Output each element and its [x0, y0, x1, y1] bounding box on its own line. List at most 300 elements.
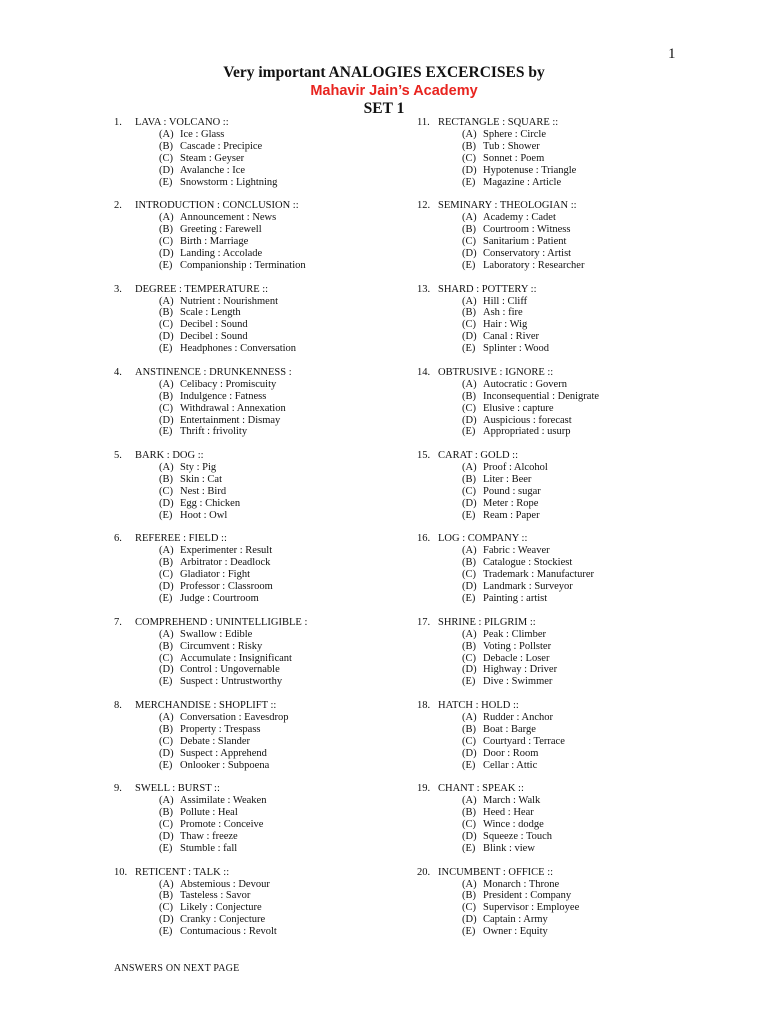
option-text: Tub : Shower: [483, 140, 540, 152]
question-header: [417, 783, 707, 795]
option-text: Scale : Length: [180, 307, 241, 319]
option-letter: (B): [159, 807, 173, 819]
option-text: Catalogue : Stockiest: [483, 557, 573, 569]
option-letter: (E): [159, 176, 173, 188]
option-letter: (E): [159, 509, 173, 521]
answer-option: [114, 129, 404, 141]
option-letter: (D): [159, 831, 174, 842]
option-text: Pollute : Heal: [180, 807, 238, 819]
option-text: Appropriated : usurp: [483, 426, 571, 438]
option-letter: (A): [159, 378, 174, 390]
question-number: 2.: [114, 200, 122, 212]
option-text: Autocratic : Govern: [483, 378, 567, 390]
question-number: 9.: [114, 783, 122, 795]
answer-option: [114, 248, 404, 260]
answer-option: [114, 569, 404, 581]
option-letter: (D): [159, 164, 174, 176]
option-letter: (D): [462, 414, 477, 426]
option-text: Greeting : Farewell: [180, 224, 262, 236]
answer-option: [114, 426, 404, 438]
option-letter: (D): [462, 747, 477, 759]
option-text: Ice : Glass: [180, 128, 225, 140]
question-header: [114, 284, 404, 296]
option-text: Dive : Swimmer: [483, 676, 553, 688]
question-number: 1.: [114, 117, 122, 128]
answer-option: [114, 926, 404, 938]
question-header: [417, 367, 707, 379]
option-letter: (A): [462, 795, 477, 807]
option-letter: (A): [462, 628, 477, 640]
option-letter: (D): [159, 747, 174, 759]
option-letter: (D): [159, 247, 174, 259]
question-header: [114, 367, 404, 379]
answer-option: [114, 165, 404, 177]
question-number: 3.: [114, 283, 122, 295]
option-text: Magazine : Article: [483, 176, 562, 188]
option-letter: (A): [462, 545, 477, 557]
answer-option: [417, 319, 707, 331]
option-text: Cascade : Precipice: [180, 140, 263, 152]
option-letter: (C): [159, 819, 173, 831]
question-stem: LAVA : VOLCANO ::: [135, 117, 229, 128]
answer-option: [417, 403, 707, 415]
question-number: 17.: [417, 616, 431, 628]
question-number: 8.: [114, 700, 122, 712]
question-number: 5.: [114, 450, 122, 462]
option-text: Egg : Chicken: [180, 497, 241, 509]
answer-option: [114, 593, 404, 605]
question-number: 18.: [417, 700, 431, 712]
answer-option: [417, 676, 707, 688]
option-text: Arbitrator : Deadlock: [180, 557, 271, 569]
option-letter: (E): [462, 676, 476, 688]
option-text: Inconsequential : Denigrate: [483, 390, 600, 402]
option-letter: (D): [462, 831, 477, 842]
answer-option: [417, 307, 707, 319]
option-text: Assimilate : Weaken: [180, 795, 267, 807]
answer-option: [417, 331, 707, 343]
option-text: Suspect : Apprehend: [180, 747, 267, 759]
answer-option: [114, 712, 404, 724]
answer-option: [417, 129, 707, 141]
option-text: Supervisor : Employee: [483, 902, 580, 914]
question: [114, 867, 404, 950]
answer-option: [417, 415, 707, 427]
answer-option: [417, 890, 707, 902]
option-text: Control : Ungovernable: [180, 664, 280, 676]
answer-option: [114, 474, 404, 486]
option-letter: (B): [462, 307, 476, 319]
answer-option: [417, 391, 707, 403]
option-text: Contumacious : Revolt: [180, 926, 277, 938]
answer-option: [114, 653, 404, 665]
option-text: Experimenter : Result: [180, 545, 273, 557]
answer-option: [417, 569, 707, 581]
question-stem: DEGREE : TEMPERATURE ::: [135, 283, 269, 295]
answer-option: [114, 343, 404, 355]
option-text: Ash : fire: [483, 307, 523, 319]
academy-name: Mahavir Jain’s Academy: [310, 83, 478, 99]
answer-option: [114, 819, 404, 831]
option-letter: (E): [462, 842, 476, 854]
option-text: Circumvent : Risky: [180, 640, 263, 652]
option-letter: (D): [462, 247, 477, 259]
option-letter: (C): [462, 735, 476, 747]
question-stem: OBTRUSIVE : IGNORE ::: [438, 366, 554, 378]
option-text: Decibel : Sound: [180, 331, 248, 343]
option-text: Conservatory : Artist: [483, 247, 572, 259]
answer-option: [417, 902, 707, 914]
option-text: Courtroom : Witness: [483, 224, 571, 236]
option-letter: (B): [159, 890, 173, 902]
option-letter: (A): [159, 878, 174, 890]
option-letter: (B): [462, 723, 476, 735]
option-text: Heed : Hear: [483, 807, 534, 819]
questions-left-column: [114, 117, 404, 950]
option-letter: (C): [159, 236, 173, 248]
answer-option: [114, 807, 404, 819]
option-letter: (C): [159, 902, 173, 914]
set-label: SET 1: [363, 100, 405, 117]
option-text: Peak : Climber: [483, 628, 546, 640]
answer-option: [114, 391, 404, 403]
question-stem: ANSTINENCE : DRUNKENNESS :: [135, 366, 292, 378]
question-header: [417, 284, 707, 296]
question-number: 16.: [417, 533, 431, 545]
option-letter: (C): [462, 652, 476, 664]
option-letter: (C): [462, 569, 476, 581]
answer-option: [417, 474, 707, 486]
option-text: Steam : Geyser: [180, 152, 245, 164]
question-stem: REFEREE : FIELD ::: [135, 533, 227, 545]
option-text: Accumulate : Insignificant: [180, 652, 292, 664]
option-letter: (C): [159, 569, 173, 581]
option-text: Proof : Alcohol: [483, 462, 548, 474]
question-header: [114, 450, 404, 462]
option-text: Cranky : Conjecture: [180, 914, 266, 926]
option-letter: (D): [462, 664, 477, 676]
answer-option: [417, 926, 707, 938]
answer-option: [114, 153, 404, 165]
question: [114, 533, 404, 616]
option-letter: (A): [462, 378, 477, 390]
option-text: Trademark : Manufacturer: [483, 569, 594, 581]
option-text: Indulgence : Fatness: [180, 390, 267, 402]
option-text: Hoot : Owl: [180, 509, 228, 521]
option-text: Courtyard : Terrace: [483, 735, 565, 747]
option-letter: (B): [159, 723, 173, 735]
answer-option: [417, 819, 707, 831]
option-letter: (E): [159, 593, 173, 605]
option-text: Announcement : News: [180, 212, 277, 224]
option-text: Headphones : Conversation: [180, 343, 297, 355]
option-text: Hill : Cliff: [483, 295, 528, 307]
question-header: [114, 783, 404, 795]
option-letter: (B): [462, 807, 476, 819]
option-letter: (E): [159, 343, 173, 355]
option-text: Painting : artist: [483, 593, 548, 605]
option-letter: (E): [159, 676, 173, 688]
option-letter: (B): [462, 390, 476, 402]
answer-option: [417, 260, 707, 272]
question-number: 12.: [417, 200, 431, 212]
option-letter: (B): [159, 474, 173, 485]
answer-option: [417, 557, 707, 569]
option-letter: (E): [462, 926, 476, 938]
option-text: Landmark : Surveyor: [483, 581, 573, 593]
question: [417, 533, 707, 616]
option-text: Canal : River: [483, 331, 539, 343]
question: [114, 200, 404, 283]
option-text: Swallow : Edible: [180, 628, 253, 640]
answer-option: [114, 557, 404, 569]
option-text: Ream : Paper: [483, 509, 540, 521]
question-stem: CARAT : GOLD ::: [438, 450, 519, 462]
question: [114, 367, 404, 450]
option-letter: (D): [159, 331, 174, 343]
option-letter: (E): [462, 426, 476, 438]
question: [417, 450, 707, 533]
question-header: [114, 117, 404, 129]
answer-option: [417, 641, 707, 653]
answer-option: [417, 141, 707, 153]
option-letter: (B): [462, 474, 476, 485]
answer-option: [417, 498, 707, 510]
answer-option: [114, 296, 404, 308]
answer-option: [417, 712, 707, 724]
answer-option: [114, 379, 404, 391]
option-letter: (A): [462, 462, 477, 474]
option-text: Sonnet : Poem: [483, 152, 545, 164]
answer-option: [417, 236, 707, 248]
answer-option: [114, 236, 404, 248]
option-text: Conversation : Eavesdrop: [180, 711, 289, 723]
option-letter: (B): [159, 307, 173, 319]
option-letter: (C): [462, 152, 476, 164]
option-text: Suspect : Untrustworthy: [180, 676, 283, 688]
option-text: Professor : Classroom: [180, 581, 273, 593]
answer-option: [114, 462, 404, 474]
option-text: Wince : dodge: [483, 819, 544, 831]
option-text: Fabric : Weaver: [483, 545, 550, 557]
answer-option: [114, 641, 404, 653]
option-text: Withdrawal : Annexation: [180, 402, 286, 414]
question: [417, 200, 707, 283]
option-text: Voting : Pollster: [483, 640, 552, 652]
question-stem: RETICENT : TALK ::: [135, 866, 230, 878]
question-header: [114, 617, 404, 629]
option-letter: (A): [159, 628, 174, 640]
option-letter: (A): [159, 295, 174, 307]
option-letter: (A): [462, 878, 477, 890]
option-text: Nest : Bird: [180, 485, 227, 497]
option-text: Cellar : Attic: [483, 759, 538, 771]
question-stem: BARK : DOG ::: [135, 450, 204, 462]
option-text: Liter : Beer: [483, 474, 532, 485]
option-text: Abstemious : Devour: [180, 878, 270, 890]
option-letter: (D): [159, 414, 174, 426]
answer-option: [417, 462, 707, 474]
option-text: Owner : Equity: [483, 926, 548, 938]
option-text: Rudder : Anchor: [483, 711, 553, 723]
answer-option: [417, 581, 707, 593]
option-text: Avalanche : Ice: [180, 164, 246, 176]
answer-option: [417, 795, 707, 807]
answer-option: [114, 902, 404, 914]
answer-option: [114, 403, 404, 415]
answer-option: [114, 831, 404, 843]
answer-option: [114, 724, 404, 736]
option-letter: (A): [462, 711, 477, 723]
question-stem: SHARD : POTTERY ::: [438, 283, 537, 295]
question: [114, 700, 404, 783]
option-letter: (B): [462, 140, 476, 152]
option-letter: (A): [159, 462, 174, 474]
option-letter: (E): [462, 259, 476, 271]
option-text: Boat : Barge: [483, 723, 536, 735]
option-letter: (E): [462, 509, 476, 521]
option-letter: (B): [462, 890, 476, 902]
option-letter: (C): [462, 819, 476, 831]
option-text: Onlooker : Subpoena: [180, 759, 270, 771]
question-header: [417, 617, 707, 629]
option-letter: (C): [462, 402, 476, 414]
answer-option: [417, 629, 707, 641]
answer-option: [417, 748, 707, 760]
question-number: 20.: [417, 866, 431, 878]
question-number: 11.: [417, 117, 430, 128]
option-letter: (E): [159, 759, 173, 771]
answer-option: [417, 379, 707, 391]
answer-option: [417, 736, 707, 748]
question: [417, 867, 707, 950]
answer-option: [417, 664, 707, 676]
option-letter: (E): [159, 842, 173, 854]
question-header: [114, 700, 404, 712]
question: [114, 284, 404, 367]
option-text: Gladiator : Fight: [180, 569, 250, 581]
option-letter: (A): [159, 545, 174, 557]
answer-option: [114, 795, 404, 807]
option-letter: (C): [159, 652, 173, 664]
option-text: Celibacy : Promiscuity: [180, 378, 277, 390]
question-header: [417, 700, 707, 712]
option-text: Monarch : Throne: [483, 878, 560, 890]
option-text: Landing : Accolade: [180, 247, 263, 259]
option-letter: (B): [159, 390, 173, 402]
option-letter: (E): [159, 259, 173, 271]
question: [114, 617, 404, 700]
question-header: [417, 200, 707, 212]
answer-option: [417, 486, 707, 498]
answer-option: [114, 914, 404, 926]
answer-option: [114, 676, 404, 688]
question-stem: LOG : COMPANY ::: [438, 533, 528, 545]
option-text: Nutrient : Nourishment: [180, 295, 278, 307]
option-letter: (A): [462, 212, 477, 224]
answer-option: [114, 748, 404, 760]
answer-option: [417, 212, 707, 224]
answer-option: [417, 843, 707, 855]
answer-option: [417, 177, 707, 189]
question-stem: COMPREHEND : UNINTELLIGIBLE :: [135, 616, 308, 628]
page-title: Very important ANALOGIES EXCERCISES by: [223, 64, 545, 81]
option-text: Pound : sugar: [483, 485, 541, 497]
option-letter: (C): [462, 236, 476, 248]
question-number: 19.: [417, 783, 431, 795]
answer-option: [114, 843, 404, 855]
question-stem: RECTANGLE : SQUARE ::: [438, 117, 559, 128]
answer-option: [114, 486, 404, 498]
question-header: [417, 533, 707, 545]
option-text: Skin : Cat: [180, 474, 223, 485]
answer-option: [114, 224, 404, 236]
answer-option: [417, 153, 707, 165]
question-header: [114, 200, 404, 212]
option-letter: (A): [462, 128, 477, 140]
question-number: 6.: [114, 533, 122, 545]
answer-option: [114, 319, 404, 331]
option-letter: (B): [159, 557, 173, 569]
option-letter: (D): [462, 331, 477, 343]
answer-option: [417, 165, 707, 177]
option-text: Splinter : Wood: [483, 343, 550, 355]
question-header: [417, 867, 707, 879]
option-letter: (D): [159, 581, 174, 593]
question-stem: SEMINARY : THEOLOGIAN ::: [438, 200, 577, 212]
option-letter: (E): [462, 593, 476, 605]
option-letter: (C): [159, 485, 173, 497]
question-stem: SWELL : BURST ::: [135, 783, 220, 795]
option-text: Sanitarium : Patient: [483, 236, 567, 248]
answer-option: [114, 260, 404, 272]
answer-option: [114, 629, 404, 641]
option-letter: (C): [159, 735, 173, 747]
option-letter: (C): [462, 485, 476, 497]
option-letter: (D): [159, 664, 174, 676]
option-text: Hypotenuse : Triangle: [483, 164, 577, 176]
answer-option: [417, 224, 707, 236]
option-letter: (E): [159, 926, 173, 938]
answer-option: [114, 545, 404, 557]
option-letter: (B): [462, 557, 476, 569]
answer-option: [417, 760, 707, 772]
option-letter: (C): [159, 402, 173, 414]
option-letter: (C): [159, 319, 173, 331]
option-text: Companionship : Termination: [180, 259, 306, 271]
question-stem: INCUMBENT : OFFICE ::: [438, 866, 554, 878]
questions-right-column: [417, 117, 707, 950]
answer-option: [417, 343, 707, 355]
option-text: President : Company: [483, 890, 572, 902]
option-letter: (C): [159, 152, 173, 164]
question: [417, 783, 707, 866]
option-letter: (B): [159, 224, 173, 236]
option-letter: (B): [159, 640, 173, 652]
option-text: Hair : Wig: [483, 319, 528, 331]
answer-option: [417, 914, 707, 926]
answer-option: [114, 890, 404, 902]
option-text: Stumble : fall: [180, 842, 238, 854]
option-text: Meter : Rope: [483, 497, 539, 509]
option-letter: (A): [159, 212, 174, 224]
option-letter: (A): [159, 128, 174, 140]
answer-option: [417, 831, 707, 843]
answer-option: [114, 510, 404, 522]
answer-option: [417, 248, 707, 260]
question: [417, 617, 707, 700]
answer-option: [114, 736, 404, 748]
